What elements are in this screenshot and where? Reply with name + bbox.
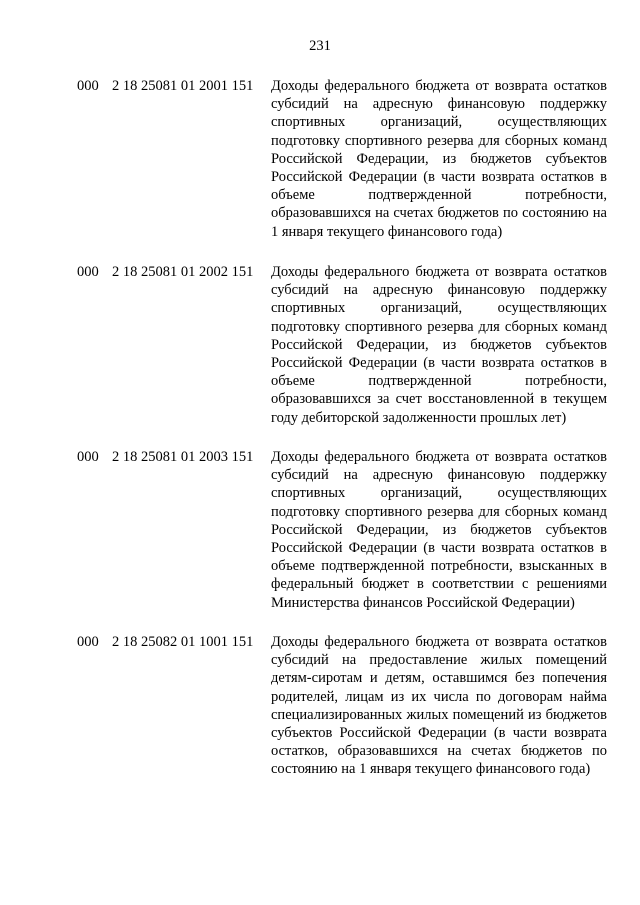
income-description: Доходы федерального бюджета от возврата остатков субсидий на предоставление жилых помещений детям-сиротам и детям, оставшимся без попечения родителей, лицам из их числа по договорам найма специализированных жилых помещений из бюджетов субъектов Российской Федерации (в части возврата остатков, образовавшихся на счетах бюджетов по состоянию на 1 января текущего финансового года) [271,634,607,778]
budget-code-entry [0,77,640,257]
administrator-code: 000 [77,264,99,280]
budget-classification-code: 2 18 25081 01 2002 151 [112,264,254,280]
budget-code-entry [0,263,640,443]
income-description: Доходы федерального бюджета от возврата остатков субсидий на адресную финансовую поддержку спортивных организаций, осуществляющих подготовку спортивного резерва для сборных команд Российской Федерации, из бюджетов субъектов Российской Федерации (в части возврата остатков в объеме подтвержденной потребности, образовавшихся за счет восстановленной в текущем году дебиторской задолженности прошлых лет) [271,264,607,426]
administrator-code: 000 [77,78,99,94]
budget-classification-code: 2 18 25082 01 1001 151 [112,634,254,650]
budget-code-entry [0,448,640,628]
budget-code-entry [0,633,640,813]
administrator-code: 000 [77,634,99,650]
income-description: Доходы федерального бюджета от возврата остатков субсидий на адресную финансовую поддержку спортивных организаций, осуществляющих подготовку спортивного резерва для сборных команд Российской Федерации, из бюджетов субъектов Российской Федерации (в части возврата остатков в объеме подтвержденной потребности, образовавшихся на счетах бюджетов по состоянию на 1 января текущего финансового года) [271,78,607,240]
budget-classification-code: 2 18 25081 01 2003 151 [112,449,254,465]
administrator-code: 000 [77,449,99,465]
page-number: 231 [309,38,331,54]
income-description: Доходы федерального бюджета от возврата остатков субсидий на адресную финансовую поддержку спортивных организаций, осуществляющих подготовку спортивного резерва для сборных команд Российской Федерации, из бюджетов субъектов Российской Федерации (в части возврата остатков в объеме подтвержденной потребности, взысканных в федеральный бюджет в соответствии с решениями Министерства финансов Российской Федерации) [271,449,607,611]
budget-classification-code: 2 18 25081 01 2001 151 [112,78,254,94]
